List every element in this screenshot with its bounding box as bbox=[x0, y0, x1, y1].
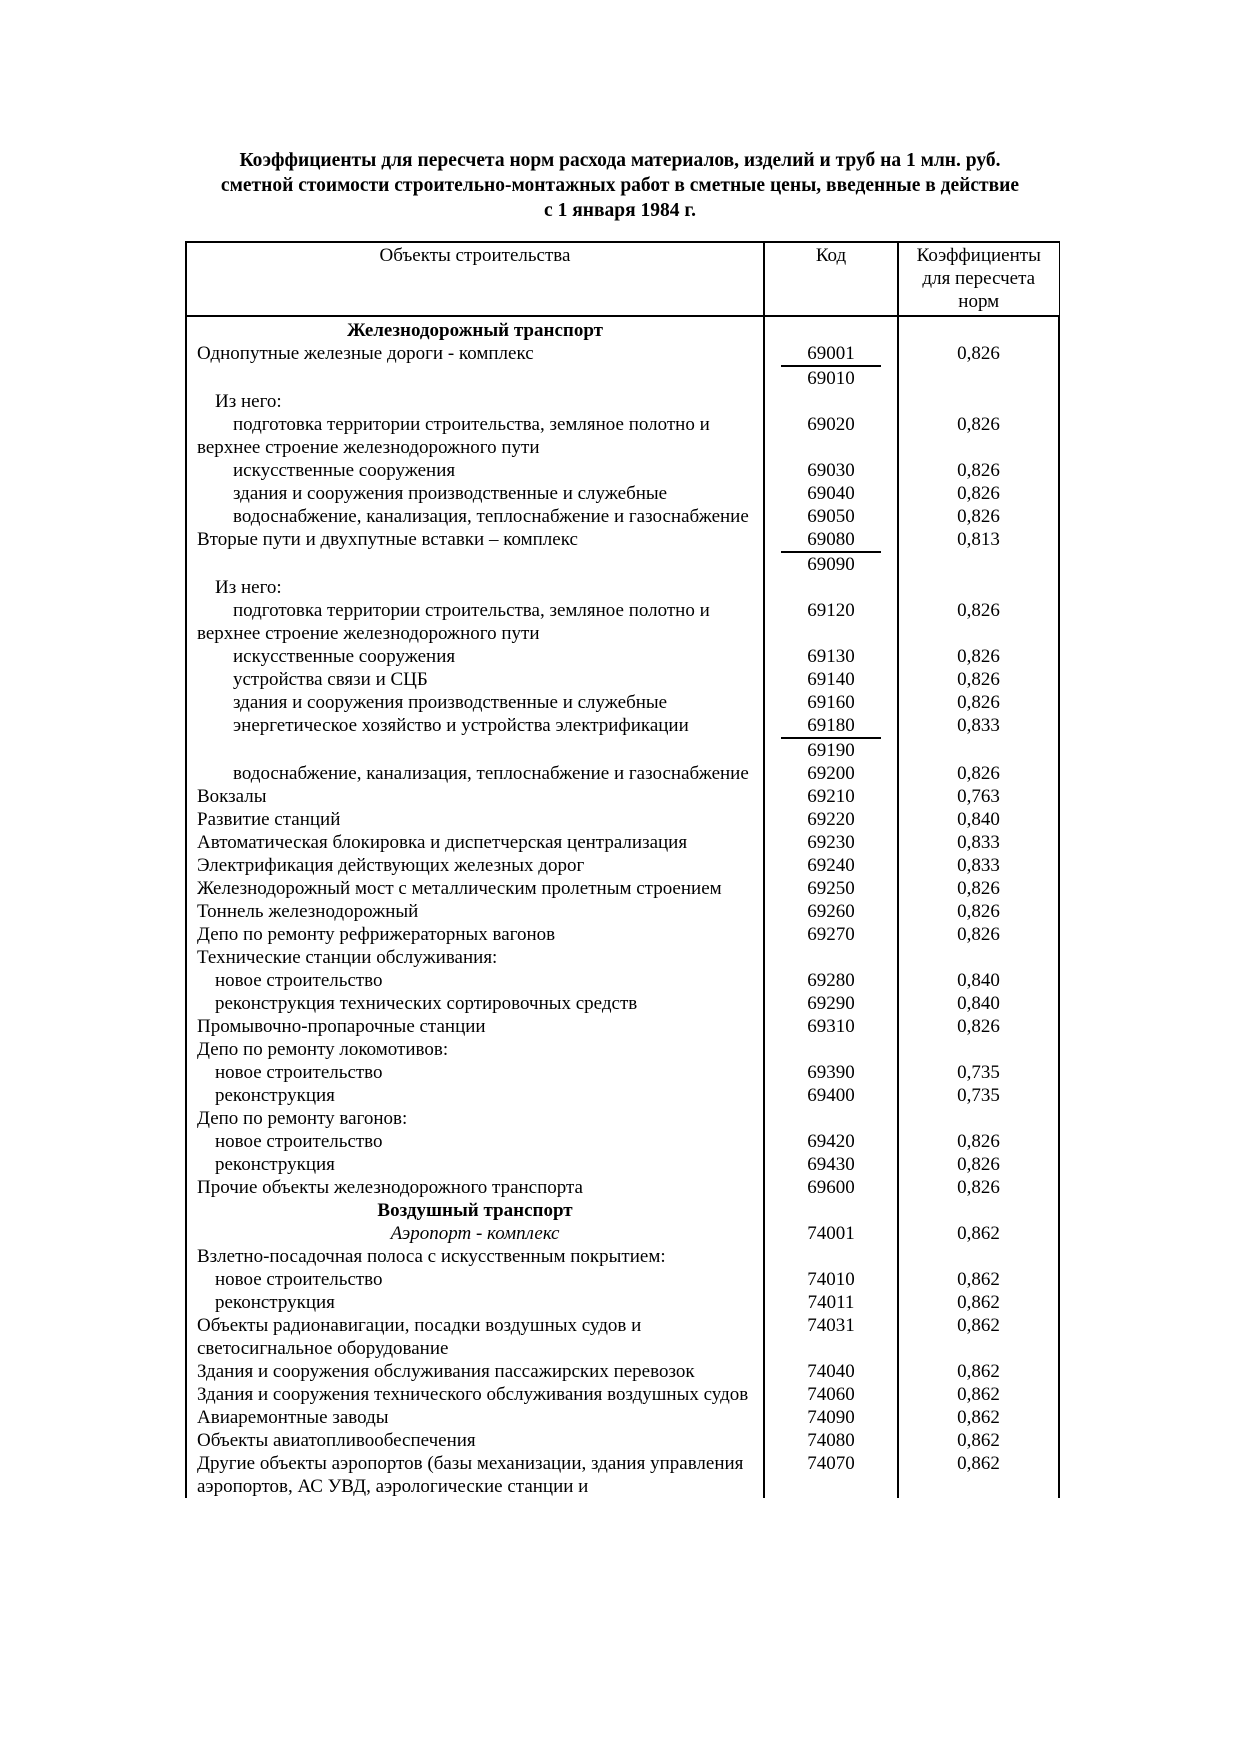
table-row bbox=[186, 808, 1059, 831]
code-cell: 69200 bbox=[764, 762, 898, 785]
table-row bbox=[186, 831, 1059, 854]
table-row bbox=[186, 1429, 1059, 1452]
code-cell: 69040 bbox=[764, 482, 898, 505]
table-row bbox=[186, 1107, 1059, 1130]
table-row bbox=[186, 1176, 1059, 1199]
coefficient-cell: 0,862 bbox=[898, 1360, 1059, 1383]
table-row bbox=[186, 1314, 1059, 1360]
object-name: Технические станции обслуживания: bbox=[186, 946, 764, 969]
object-name: Однопутные железные дороги - комплекс bbox=[186, 342, 764, 390]
table-row bbox=[186, 342, 1059, 390]
object-name: новое строительство bbox=[186, 969, 764, 992]
code-cell: 69240 bbox=[764, 854, 898, 877]
object-name: реконструкция технических сортировочных средств bbox=[186, 992, 764, 1015]
coefficient-cell: 0,826 bbox=[898, 900, 1059, 923]
coefficient-cell: 0,833 bbox=[898, 714, 1059, 762]
table-row bbox=[186, 1015, 1059, 1038]
code-end: 69010 bbox=[807, 368, 855, 389]
coefficient-cell: 0,862 bbox=[898, 1429, 1059, 1452]
table-row bbox=[186, 645, 1059, 668]
object-name: энергетическое хозяйство и устройства электрификации bbox=[186, 714, 764, 762]
table-row bbox=[186, 969, 1059, 992]
code-cell: 69390 bbox=[764, 1061, 898, 1084]
object-name: здания и сооружения производственные и служебные bbox=[186, 482, 764, 505]
code-cell: 69210 bbox=[764, 785, 898, 808]
object-name: Аэропорт - комплекс bbox=[186, 1222, 764, 1245]
table-row bbox=[186, 413, 1059, 459]
code-cell: 69290 bbox=[764, 992, 898, 1015]
coefficient-cell: 0,826 bbox=[898, 762, 1059, 785]
table-row bbox=[186, 1360, 1059, 1383]
section-title: Железнодорожный транспорт bbox=[186, 316, 764, 342]
code-cell bbox=[764, 1245, 898, 1268]
title-line-3: с 1 января 1984 г. bbox=[544, 200, 696, 221]
object-name: Вторые пути и двухпутные вставки – комплекс bbox=[186, 528, 764, 576]
table-row bbox=[186, 599, 1059, 645]
object-name: Депо по ремонту рефрижераторных вагонов bbox=[186, 923, 764, 946]
coefficient-cell bbox=[898, 316, 1059, 342]
table-row bbox=[186, 1061, 1059, 1084]
object-name: реконструкция bbox=[186, 1153, 764, 1176]
code-start: 69001 bbox=[781, 342, 881, 367]
table-row bbox=[186, 1038, 1059, 1061]
object-name: водоснабжение, канализация, теплоснабжение и газоснабжение bbox=[186, 762, 764, 785]
object-name: искусственные сооружения bbox=[186, 459, 764, 482]
table-row bbox=[186, 854, 1059, 877]
object-name: искусственные сооружения bbox=[186, 645, 764, 668]
coefficient-cell: 0,826 bbox=[898, 1015, 1059, 1038]
coefficient-cell: 0,826 bbox=[898, 342, 1059, 390]
coefficient-cell: 0,813 bbox=[898, 528, 1059, 576]
object-name: Автоматическая блокировка и диспетчерская централизация bbox=[186, 831, 764, 854]
table-row bbox=[186, 528, 1059, 576]
code-cell: 69130 bbox=[764, 645, 898, 668]
table-row bbox=[186, 923, 1059, 946]
code-cell bbox=[764, 528, 898, 576]
coefficient-cell bbox=[898, 1245, 1059, 1268]
table-row bbox=[186, 668, 1059, 691]
table-row bbox=[186, 390, 1059, 413]
code-cell: 74001 bbox=[764, 1222, 898, 1245]
object-name: Электрификация действующих железных дорог bbox=[186, 854, 764, 877]
coefficient-cell: 0,826 bbox=[898, 645, 1059, 668]
table-row bbox=[186, 691, 1059, 714]
table-row bbox=[186, 785, 1059, 808]
table-row bbox=[186, 459, 1059, 482]
code-cell: 69400 bbox=[764, 1084, 898, 1107]
coefficient-cell: 0,826 bbox=[898, 413, 1059, 459]
object-name: реконструкция bbox=[186, 1084, 764, 1107]
code-range bbox=[765, 714, 897, 762]
object-name: Депо по ремонту локомотивов: bbox=[186, 1038, 764, 1061]
coefficient-cell: 0,826 bbox=[898, 1130, 1059, 1153]
table-row bbox=[186, 1245, 1059, 1268]
table-row bbox=[186, 1268, 1059, 1291]
coefficient-cell: 0,826 bbox=[898, 691, 1059, 714]
table-row bbox=[186, 1383, 1059, 1406]
code-cell bbox=[764, 576, 898, 599]
coefficients-table bbox=[185, 241, 1060, 1498]
coefficient-cell: 0,826 bbox=[898, 505, 1059, 528]
title-line-2: сметной стоимости строительно-монтажных работ в сметные цены, введенные в действие bbox=[220, 175, 1020, 196]
coefficient-cell: 0,826 bbox=[898, 459, 1059, 482]
code-cell: 74010 bbox=[764, 1268, 898, 1291]
code-cell: 69430 bbox=[764, 1153, 898, 1176]
table-row bbox=[186, 714, 1059, 762]
table-header-row bbox=[186, 242, 1059, 316]
object-name: Объекты радионавигации, посадки воздушных судов и светосигнальное оборудование bbox=[186, 1314, 764, 1360]
coefficient-cell: 0,826 bbox=[898, 923, 1059, 946]
code-cell: 69250 bbox=[764, 877, 898, 900]
object-name: Авиаремонтные заводы bbox=[186, 1406, 764, 1429]
object-name: Здания и сооружения обслуживания пассажирских перевозок bbox=[186, 1360, 764, 1383]
coefficient-cell: 0,862 bbox=[898, 1406, 1059, 1429]
section-row bbox=[186, 316, 1059, 342]
object-name: Из него: bbox=[186, 576, 764, 599]
code-cell: 69260 bbox=[764, 900, 898, 923]
object-name: новое строительство bbox=[186, 1268, 764, 1291]
code-cell: 69600 bbox=[764, 1176, 898, 1199]
code-cell: 74031 bbox=[764, 1314, 898, 1360]
object-name: Из него: bbox=[186, 390, 764, 413]
table-row bbox=[186, 1153, 1059, 1176]
code-cell: 69220 bbox=[764, 808, 898, 831]
coefficient-cell: 0,862 bbox=[898, 1268, 1059, 1291]
coefficient-cell: 0,862 bbox=[898, 1452, 1059, 1498]
object-name: Вокзалы bbox=[186, 785, 764, 808]
code-cell: 74011 bbox=[764, 1291, 898, 1314]
object-name: подготовка территории строительства, земляное полотно и верхнее строение железнодорожного пути bbox=[186, 599, 764, 645]
code-cell: 69120 bbox=[764, 599, 898, 645]
table-row bbox=[186, 1452, 1059, 1498]
coefficient-cell bbox=[898, 576, 1059, 599]
object-name: Развитие станций bbox=[186, 808, 764, 831]
code-start: 69080 bbox=[781, 528, 881, 553]
object-name: Объекты авиатопливообеспечения bbox=[186, 1429, 764, 1452]
code-cell bbox=[764, 714, 898, 762]
object-name: подготовка территории строительства, земляное полотно и верхнее строение железнодорожного пути bbox=[186, 413, 764, 459]
code-range bbox=[765, 528, 897, 576]
header-objects: Объекты строительства bbox=[186, 242, 764, 316]
code-cell: 69420 bbox=[764, 1130, 898, 1153]
coefficient-cell: 0,763 bbox=[898, 785, 1059, 808]
object-name: Прочие объекты железнодорожного транспорта bbox=[186, 1176, 764, 1199]
code-cell: 69280 bbox=[764, 969, 898, 992]
code-cell: 74060 bbox=[764, 1383, 898, 1406]
header-coef-line-3: норм bbox=[958, 291, 1000, 312]
table-row bbox=[186, 1406, 1059, 1429]
coefficient-cell: 0,735 bbox=[898, 1061, 1059, 1084]
coefficient-cell: 0,862 bbox=[898, 1383, 1059, 1406]
coefficient-cell bbox=[898, 946, 1059, 969]
table-row bbox=[186, 992, 1059, 1015]
coefficient-cell bbox=[898, 1199, 1059, 1222]
document-title bbox=[180, 148, 1060, 223]
code-end: 69090 bbox=[807, 554, 855, 575]
header-coef-line-1: Коэффициенты bbox=[916, 245, 1041, 266]
table-body bbox=[186, 316, 1059, 1498]
code-cell bbox=[764, 1107, 898, 1130]
coefficient-cell: 0,862 bbox=[898, 1291, 1059, 1314]
code-cell bbox=[764, 1038, 898, 1061]
code-cell: 69160 bbox=[764, 691, 898, 714]
code-start: 69180 bbox=[781, 714, 881, 739]
coefficient-cell: 0,840 bbox=[898, 969, 1059, 992]
code-end: 69190 bbox=[807, 740, 855, 761]
code-cell: 74040 bbox=[764, 1360, 898, 1383]
section-row bbox=[186, 1199, 1059, 1222]
header-coef-line-2: для пересчета bbox=[922, 268, 1036, 289]
code-cell: 69270 bbox=[764, 923, 898, 946]
table-row bbox=[186, 505, 1059, 528]
object-name: Взлетно-посадочная полоса с искусственным покрытием: bbox=[186, 1245, 764, 1268]
coefficient-cell: 0,833 bbox=[898, 831, 1059, 854]
coefficient-cell: 0,862 bbox=[898, 1314, 1059, 1360]
title-line-1: Коэффициенты для пересчета норм расхода материалов, изделий и труб на 1 млн. руб. bbox=[239, 150, 1001, 171]
table-row bbox=[186, 576, 1059, 599]
coefficient-cell: 0,826 bbox=[898, 1153, 1059, 1176]
object-name: Железнодорожный мост с металлическим пролетным строением bbox=[186, 877, 764, 900]
coefficient-cell bbox=[898, 390, 1059, 413]
object-name: Здания и сооружения технического обслуживания воздушных судов bbox=[186, 1383, 764, 1406]
code-cell bbox=[764, 316, 898, 342]
coefficient-cell: 0,862 bbox=[898, 1222, 1059, 1245]
object-name: Промывочно-пропарочные станции bbox=[186, 1015, 764, 1038]
code-cell bbox=[764, 342, 898, 390]
code-cell: 69020 bbox=[764, 413, 898, 459]
object-name: Тоннель железнодорожный bbox=[186, 900, 764, 923]
coefficient-cell: 0,840 bbox=[898, 808, 1059, 831]
table-row bbox=[186, 900, 1059, 923]
header-coefficient bbox=[898, 242, 1059, 316]
code-cell: 69230 bbox=[764, 831, 898, 854]
coefficient-cell: 0,735 bbox=[898, 1084, 1059, 1107]
table-row bbox=[186, 1222, 1059, 1245]
object-name: водоснабжение, канализация, теплоснабжение и газоснабжение bbox=[186, 505, 764, 528]
object-name: новое строительство bbox=[186, 1061, 764, 1084]
object-name: новое строительство bbox=[186, 1130, 764, 1153]
code-cell: 69310 bbox=[764, 1015, 898, 1038]
code-cell: 74080 bbox=[764, 1429, 898, 1452]
table-row bbox=[186, 1084, 1059, 1107]
table-row bbox=[186, 1130, 1059, 1153]
code-cell: 74090 bbox=[764, 1406, 898, 1429]
table-row bbox=[186, 482, 1059, 505]
header-code: Код bbox=[764, 242, 898, 316]
object-name: устройства связи и СЦБ bbox=[186, 668, 764, 691]
code-cell: 69030 bbox=[764, 459, 898, 482]
section-title: Воздушный транспорт bbox=[186, 1199, 764, 1222]
object-name: Другие объекты аэропортов (базы механизации, здания управления аэропортов, АС УВД, аэрологические станции и bbox=[186, 1452, 764, 1498]
coefficient-cell: 0,826 bbox=[898, 668, 1059, 691]
coefficient-cell bbox=[898, 1107, 1059, 1130]
table-row bbox=[186, 762, 1059, 785]
object-name: здания и сооружения производственные и служебные bbox=[186, 691, 764, 714]
table-row bbox=[186, 946, 1059, 969]
object-name: реконструкция bbox=[186, 1291, 764, 1314]
code-cell bbox=[764, 1199, 898, 1222]
coefficient-cell bbox=[898, 1038, 1059, 1061]
code-range bbox=[765, 342, 897, 390]
code-cell: 69050 bbox=[764, 505, 898, 528]
coefficient-cell: 0,833 bbox=[898, 854, 1059, 877]
object-name: Депо по ремонту вагонов: bbox=[186, 1107, 764, 1130]
coefficient-cell: 0,826 bbox=[898, 482, 1059, 505]
table-row bbox=[186, 1291, 1059, 1314]
coefficient-cell: 0,840 bbox=[898, 992, 1059, 1015]
code-cell bbox=[764, 390, 898, 413]
code-cell: 69140 bbox=[764, 668, 898, 691]
table-row bbox=[186, 877, 1059, 900]
code-cell: 74070 bbox=[764, 1452, 898, 1498]
code-cell bbox=[764, 946, 898, 969]
coefficient-cell: 0,826 bbox=[898, 599, 1059, 645]
coefficient-cell: 0,826 bbox=[898, 1176, 1059, 1199]
coefficient-cell: 0,826 bbox=[898, 877, 1059, 900]
